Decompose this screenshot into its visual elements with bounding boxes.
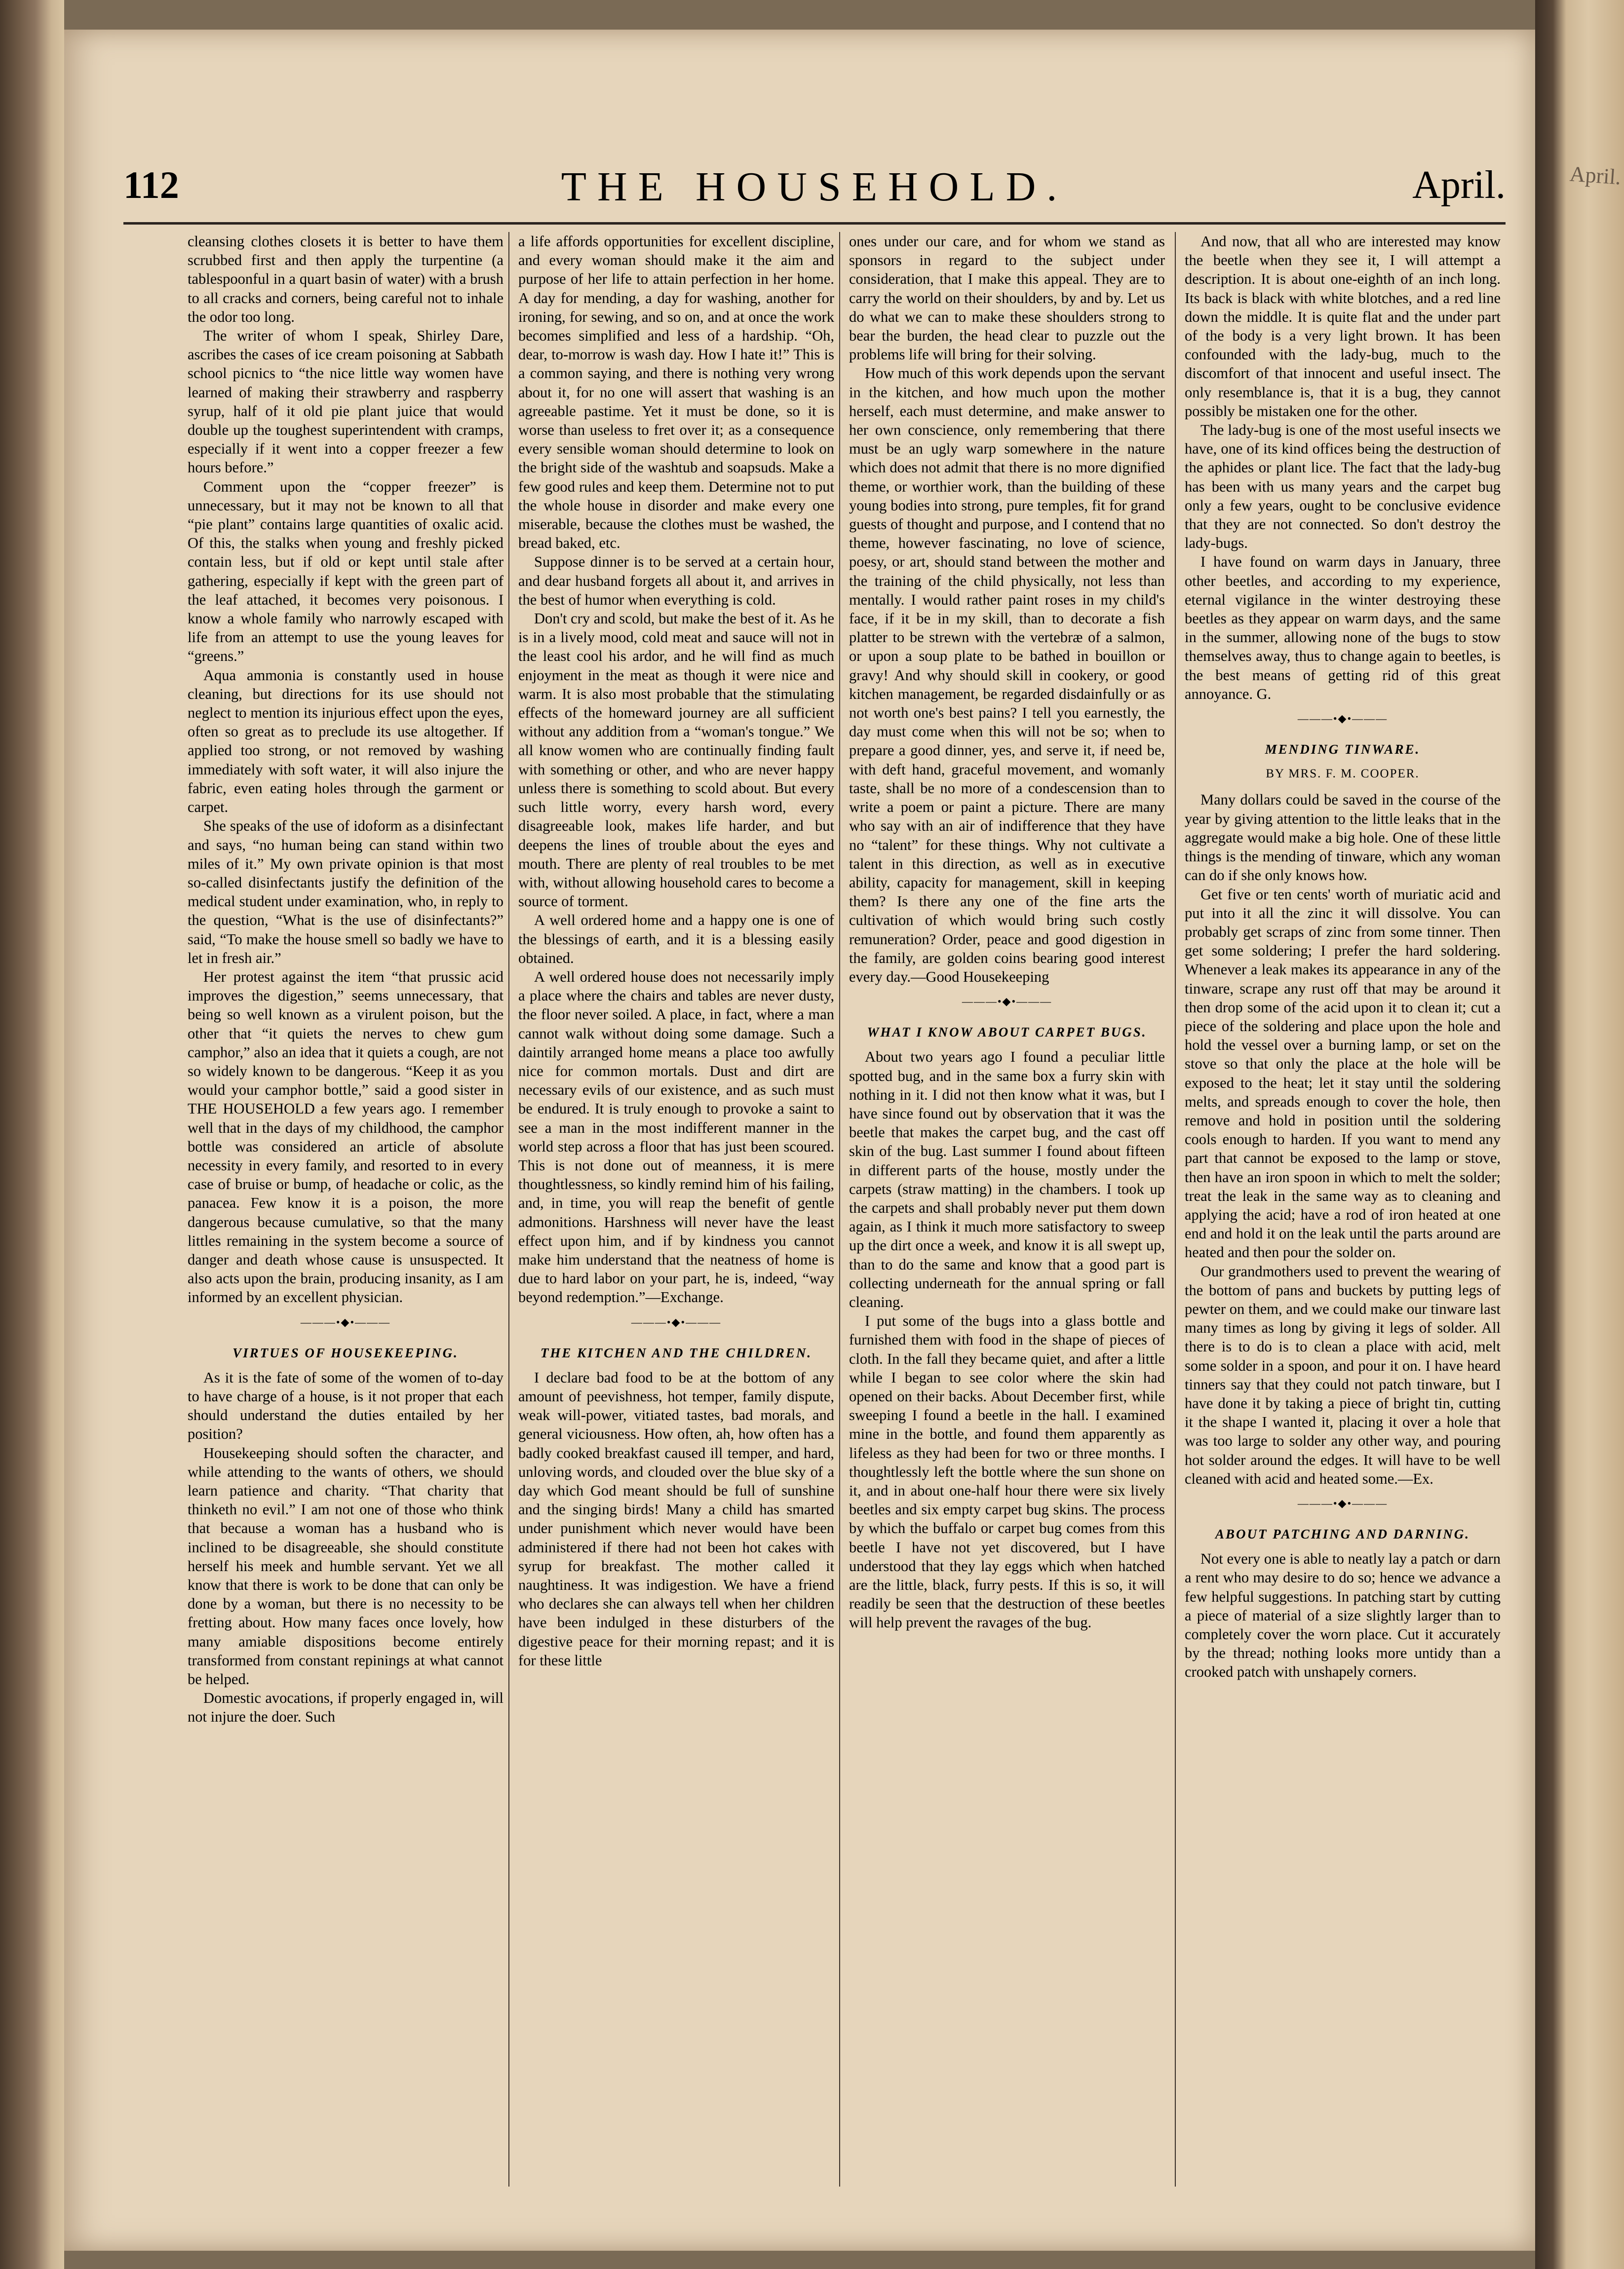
paragraph: I put some of the bugs into a glass bottle and furnished them with food in the shape of pieces of cloth. In the fall they became quiet, and after a little while I began to see color where the skin had opened on their backs. About December first, while sweeping I found a beetle in the hall. I examined mine in the bottle, and found them apparently as lifeless as they had been for two or three months. I thoughtlessly left the bottle where the sun shone on it, and in about one-half hour there were six lively beetles and six empty carpet bug skins. The process by which the buffalo or carpet bug comes from this beetle I have not yet discovered, but I have understood that they lay eggs which when hatched are the little, black, furry pests. If this is so, it will readily be seen that the destruction of these beetles will help prevent the ravages of the bug. — [849, 1312, 1165, 1631]
next-page-edge — [1535, 0, 1624, 2269]
page-header — [123, 163, 1506, 222]
header-rule — [123, 222, 1506, 225]
column-divider — [1175, 232, 1176, 2187]
column-2 — [518, 232, 834, 2187]
article-heading: MENDING TINWARE. — [1265, 742, 1421, 757]
paragraph: Her protest against the item “that prussic acid improves the digestion,” seems unnecessary, that being so well known as a virulent poison, but the other that “it quiets the nerves to chew gum camphor,” also an idea that it quiets a cough, are not so widely known to be dangerous. “Keep it as you would your camphor bottle,” said a good sister in THE HOUSEHOLD a few years ago. I remember well that in the days of my childhood, the camphor bottle was considered an article of absolute necessity in every family, and resorted to in every case of bruise or bump, of headache or colic, as the panacea. Few know it is a poison, the more dangerous because cumulative, so that the many littles remaining in the system become a source of danger and death whose cause is unsuspected. It also acts upon the brain, producing insanity, as I am informed by an excellent physician. — [188, 968, 503, 1306]
page-number: 112 — [123, 163, 179, 206]
publication-title: THE HOUSEHOLD. — [561, 164, 1068, 210]
paragraph: cleansing clothes closets it is better to have them scrubbed first and then apply the turpentine (a tablespoonful in a quart basin of water) with a brush to all cracks and corners, being careful not to inhale the odor too long. — [188, 233, 503, 325]
paragraph: I declare bad food to be at the bottom of any amount of peevishness, hot temper, family dispute, weak will-power, vitiated tastes, bad morals, and general viciousness. How often, ah, how often has a badly cooked breakfast caused ill temper, and hard, unloving words, and clouded over the blue sky of a day which God meant should be full of sunshine and the singing birds! Many a child has smarted under punishment which never would have been administered if there had not been hot cakes with syrup for breakfast. The mother called it naughtiness. It was indigestion. We have a friend who declares she can always tell when her children have been indulged in these disturbers of the digestive peace for their morning repast; and it is for these little — [518, 1369, 834, 1669]
paragraph: Get five or ten cents' worth of muriatic acid and put into it all the zinc it will dissolve. You can probably get scraps of zinc from some tinner. Then get some soldering; I prefer the hard soldering. Whenever a leak makes its appearance in any of the tinware, scrape any rust off that may be around it then drop some of the acid upon it to clean it; cut a piece of the soldering and place upon the hole and hold the vessel over a burning lamp, or set on the stove so that only the place at the hole will be exposed to the heat; let it stay until the soldering melts, and spreads enough to cover the hole, then remove and hold in position until the soldering cools enough to harden. If you want to mend any part that cannot be exposed to the lamp or stove, then have an iron spoon in which to melt the solder; treat the leak in the same way as to cleaning and applying the acid; have a rod of iron heated at one end and hold it on the leak until the parts around are heated and then pour the solder on. — [1185, 885, 1501, 1261]
issue-month: April. — [1412, 163, 1506, 207]
paragraph: As it is the fate of some of the women of to-day to have charge of a house, is it not proper that each should understand the duties entailed by her position? — [188, 1369, 503, 1443]
section-separator: ———•◆•——— — [962, 995, 1052, 1008]
paragraph: ones under our care, and for whom we stand as sponsors in regard to the subject under consideration, that I make this appeal. They are to carry the world on their shoulders, by and by. Let us do what we can to make these shoulders strong to bear the burden, the head clear to puzzle out the problems life will bring for their solving. — [849, 233, 1165, 363]
article-heading: THE KITCHEN AND THE CHILDREN. — [540, 1345, 812, 1360]
paragraph: a life affords opportunities for excellent discipline, and every woman should make it the aim and purpose of her life to attain perfection in her home. A day for mending, a day for washing, another for ironing, for sewing, and so on, and at once the work becomes simplified and less of a hardship. “Oh, dear, to-morrow is wash day. How I hate it!” This is a common saying, and there is nothing very wrong about it, for no one will assert that washing is an agreeable pastime. Yet it must be done, so it is worse than useless to fret over it; as a consequence every sensible woman should determine to look on the bright side of the washtub and soapsuds. Make a few good rules and keep them. Determine not to put the whole house in disorder and make every one miserable, because the clothes must be washed, the bread baked, etc. — [518, 233, 834, 552]
paragraph: Housekeeping should soften the character, and while attending to the wants of others, we should learn patience and charity. “That charity that thinketh no evil.” I am not one of those who think that because a woman has a husband who is inclined to be disagreeable, she should constitute herself his meek and humble servant. Yet we all know that there is work to be done that can only be done by a woman, but there is no necessity to be fretting about. How many faces once lovely, how many amiable dispositions become entirely transformed from constant repinings at what cannot be helped. — [188, 1444, 503, 1688]
paragraph: Our grandmothers used to prevent the wearing of the bottom of pans and buckets by putting legs of pewter on them, and we could make our tinware last many times as long by giving it legs of solder. All there is to do is to clean a place with acid, melt some solder in a spoon, and pour it on. I have heard tinners say that they could not patch tinware, but I have done it by taking a piece of bright tin, cutting it the shape I wanted it, placing it over a hole that was too large to solder any other way, and pouring hot solder around the edges. It will have to be well cleaned with acid and heated some.—Ex. — [1185, 1263, 1501, 1487]
paragraph: She speaks of the use of idoform as a disinfectant and says, “no human being can stand within two miles of it.” My own private opinion is that most so-called disinfectants justify the definition of the medical student under examination, who, in reply to the question, “What is the use of disinfectants?” said, “To make the house smell so badly we have to let in fresh air.” — [188, 817, 503, 966]
column-4 — [1185, 232, 1501, 2187]
article-heading: WHAT I KNOW ABOUT CARPET BUGS. — [867, 1025, 1147, 1040]
paragraph: I have found on warm days in January, three other beetles, and according to my experience, eternal vigilance in the winter destroying these beetles as they appear on warm days, and the same in the summer, allowing none of the bugs to stow themselves away, thus to change again to beetles, is the best means of getting rid of this great annoyance. G. — [1185, 553, 1501, 702]
section-separator: ———•◆•——— — [631, 1315, 722, 1328]
paragraph: Many dollars could be saved in the course of the year by giving attention to the little leaks that in the aggregate would make a big hole. One of these little things is the mending of tinware, which any woman can do if she only knows how. — [1185, 791, 1501, 884]
paragraph: Domestic avocations, if properly engaged in, will not injure the doer. Such — [188, 1690, 503, 1726]
section-separator: ———•◆•——— — [300, 1315, 391, 1328]
section-separator: ———•◆•——— — [1297, 712, 1388, 725]
paragraph: How much of this work depends upon the servant in the kitchen, and how much upon the mother herself, each must determine, and make answer to her own conscience, only remembering that there must be an ugly warp somewhere in the nature which does not admit that there is no more dignified theme, or worthier work, than the building of these young bodies into strong, pure temples, fit for grand guests of thought and purpose, and I contend that no theme, however fascinating, no love of science, poesy, or art, should stand between the mother and the training of the child physically, not less than mentally. I would rather paint roses in my child's face, if it be in my skill, than to decorate a fish platter to be strewn with the vertebræ of a salmon, or upon a soup plate to be bathed in bouillon or gravy! And why should skill in cookery, or good kitchen management, be regarded disdainfully or as not worth one's best pains? I tell you earnestly, the day must come when this will not be so; when to prepare a good dinner, yes, and serve it, if need be, with deft hand, graceful movement, and womanly taste, shall be no more of a condescension than to write a poem or paint a picture. There are many who say with an air of indifference that they have no “talent” for these things. Why not cultivate a talent in this direction, as well as in executive ability, capacity for management, skill in keeping them? Is there any one of the fine arts the cultivation of which would bring such costly remuneration? Order, peace and good digestion in the family, are golden coins bearing good interest every day.—Good Housekeeping — [849, 365, 1165, 985]
paragraph: And now, that all who are interested may know the beetle when they see it, I will attempt a description. It is about one-eighth of an inch long. Its back is black with white blotches, and a red line down the middle. It is quite flat and the under part of the body is a very light brown. It has been confounded with the lady-bug, much to the discomfort of that innocent and useful insect. The only resemblance is, that it is a bug, they cannot possibly be mistaken one for the other. — [1185, 233, 1501, 420]
column-divider — [839, 232, 840, 2187]
paragraph: The lady-bug is one of the most useful insects we have, one of its kind offices being the destruction of the aphides or plant lice. The fact that the lady-bug has been with us many years and the carpet bug only a few years, ought to be conclusive evidence that they are not connected. So don't destroy the lady-bugs. — [1185, 422, 1501, 552]
paragraph: Comment upon the “copper freezer” is unnecessary, but it may not be known to all that “pie plant” contains large quantities of oxalic acid. Of this, the stalks when young and freshly picked contain less, but if old or kept until stale after gathering, especially if kept with the green part of the leaf attached, it becomes very poisonous. I know a whole family who narrowly escaped with life from an attempt to use the young leaves for “greens.” — [188, 478, 503, 665]
next-page-edge-text: April. — [1569, 161, 1622, 190]
column-divider — [508, 232, 509, 2187]
paragraph: Suppose dinner is to be served at a certain hour, and dear husband forgets all about it, and arrives in the best of humor when everything is cold. — [518, 553, 834, 608]
paragraph: A well ordered house does not necessarily imply a place where the chairs and tables are never dusty, the floor never soiled. A place, in fact, where a man cannot walk without doing some damage. Such a daintily arranged home means a place too awfully nice for common mortals. Dust and dirt are necessary evils of our existence, and as such must be endured. It is truly enough to provoke a saint to see a man in the most indifferent manner in the world step across a floor that has just been scoured. This is not done out of meanness, it is mere thoughtlessness, so kindly remind him of his failing, and, in time, you will reap the benefit of gentle admonitions. Harshness will never have the least effect upon him, and if by kindness you cannot make him understand that the neatness of home is due to hard labor on your part, he is, indeed, “way beyond redemption.”—Exchange. — [518, 968, 834, 1306]
paragraph: About two years ago I found a peculiar little spotted bug, and in the same box a furry skin with nothing in it. I did not then know what it was, but I have since found out by observation that it was the beetle that makes the carpet bug, and the cast off skin of the bug. Last summer I found about fifteen in different parts of the house, mostly under the carpets (straw matting) in the chambers. I took up the carpets and shall probably never put them down again, as I think it much more satisfactory to sweep up the dirt once a week, and know it is all swept up, than to do the same and know that a good part is collecting underneath for the annual spring or fall cleaning. — [849, 1048, 1165, 1310]
section-separator: ———•◆•——— — [1297, 1497, 1388, 1509]
article-byline: BY MRS. F. M. COOPER. — [1266, 767, 1420, 781]
paragraph: Aqua ammonia is constantly used in house cleaning, but directions for its use should not neglect to mention its injurious effect upon the eyes, often so great as to preclude its use altogether. If applied too strong, or not removed by washing immediately with soft water, it will also injure the fabric, even eating holes through the garment or carpet. — [188, 666, 503, 816]
paragraph: Don't cry and scold, but make the best of it. As he is in a lively mood, cold meat and sauce will not in the least cool his ardor, and he will find as much enjoyment in the meat as though it were nice and warm. It is also most probable that the stimulating effects of the homeward journey are all sufficient without any addition from a “woman's tongue.” We all know women who are continually finding fault with something or other, and who are never happy unless there is something to scold about. But every such little worry, every harsh word, every disagreeable look, makes life harder, and but deepens the lines of trouble about the eyes and mouth. There are plenty of real troubles to be met with, without allowing household cares to become a source of torment. — [518, 610, 834, 910]
paragraph: The writer of whom I speak, Shirley Dare, ascribes the cases of ice cream poisoning at Sabbath school picnics to “the nice little way women have learned of making their strawberry and raspberry syrup, half of it old pie plant juice that would double up the toughest superintendent with cramps, especially if it went into a copper freezer a few hours before.” — [188, 327, 503, 476]
column-1 — [188, 232, 503, 2187]
book-binding — [0, 0, 64, 2269]
paragraph: A well ordered home and a happy one is one of the blessings of earth, and it is a blessing easily obtained. — [518, 912, 834, 966]
article-heading: VIRTUES OF HOUSEKEEPING. — [232, 1345, 459, 1360]
paragraph: Not every one is able to neatly lay a patch or darn a rent who may desire to do so; hence we advance a few helpful suggestions. In patching start by cutting a piece of material of a size slightly larger than to completely cover the worn place. Cut it accurately by the thread; nothing looks more untidy than a crooked patch with unshapely corners. — [1185, 1550, 1501, 1681]
article-heading: ABOUT PATCHING AND DARNING. — [1215, 1527, 1470, 1542]
column-3 — [849, 232, 1165, 2187]
